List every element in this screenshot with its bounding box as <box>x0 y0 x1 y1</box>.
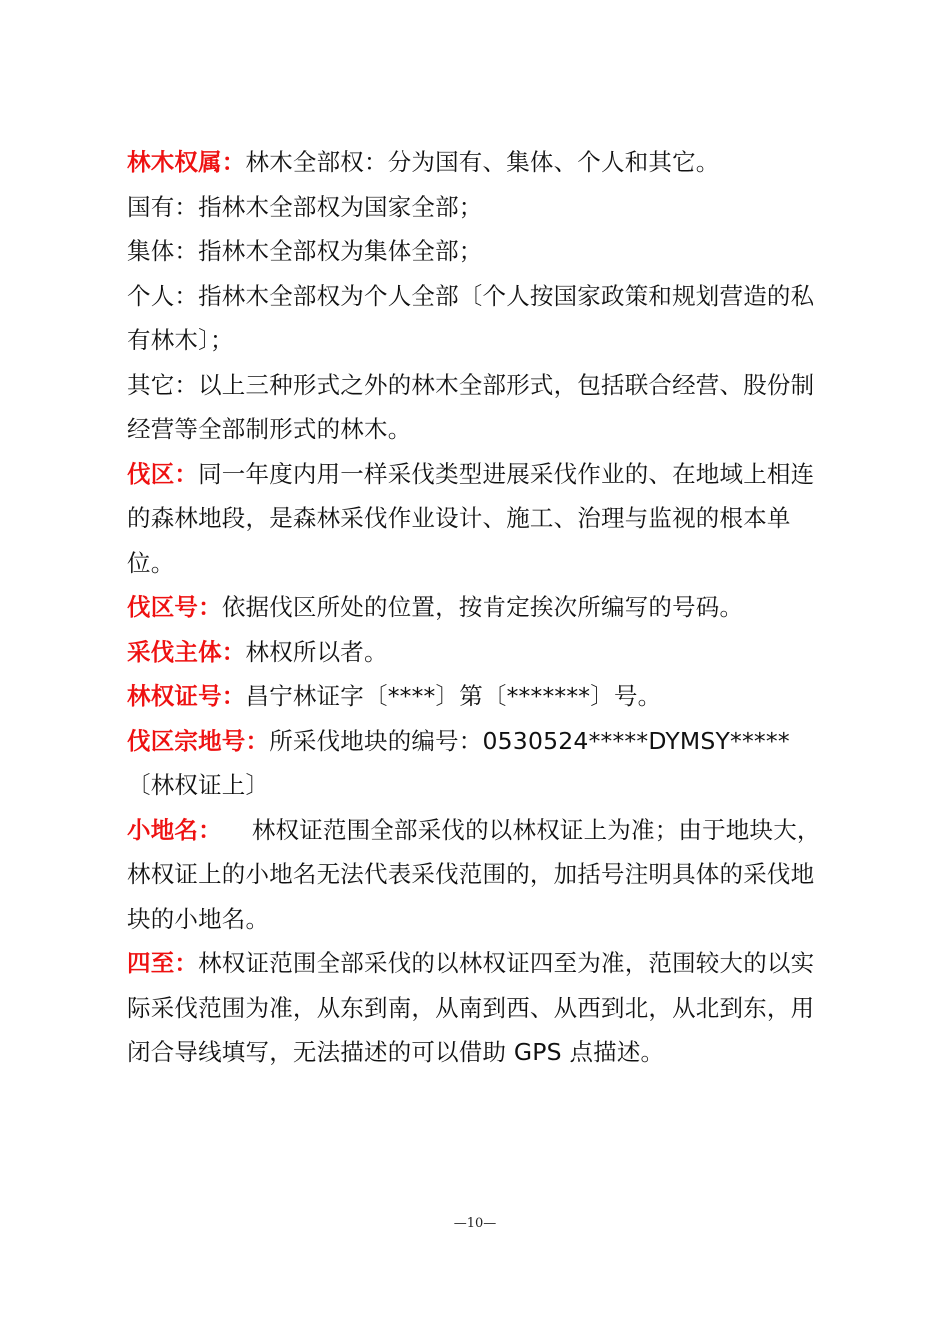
term-label: 小地名： <box>127 815 222 844</box>
paragraph-text: 林权证范围全部采伐的以林权证四至为准，范围较大的以实际采伐范围为准，从东到南，从南到西、从西到北，从北到东，用闭合导线填写，无法描述的可以借助 GPS 点描述。 <box>127 949 815 1066</box>
paragraph-collective <box>127 229 827 274</box>
term-label: 伐区： <box>127 459 199 488</box>
paragraph-text: 其它：以上三种形式之外的林木全部形式，包括联合经营、股份制经营等全部制形式的林木。 <box>127 370 815 443</box>
paragraph-logging-area <box>127 452 827 586</box>
paragraph-text: 同一年度内用一样采伐类型进展采伐作业的、在地域上相连的森林地段，是森林采伐作业设计、施工、治理与监视的根本单位。 <box>127 459 815 577</box>
paragraph-logging-subject <box>127 630 827 675</box>
paragraph-individual <box>127 274 827 363</box>
paragraph-ownership <box>127 140 827 185</box>
paragraph-parcel-number <box>127 719 827 808</box>
paragraph-text: 集体：指林木全部权为集体全部； <box>127 237 483 265</box>
page-number: —10— <box>453 1216 497 1231</box>
paragraph-text: 依据伐区所处的位置，按肯定挨次所编写的号码。 <box>221 593 744 621</box>
paragraph-text: 个人：指林木全部权为个人全部〔个人按国家政策和规划营造的私有林木〕； <box>127 281 815 354</box>
term-label: 林权证号： <box>127 682 246 710</box>
paragraph-text: 所采伐地块的编号：0530524*****DYMSY*****〔林权证上〕 <box>127 726 790 799</box>
term-label: 伐区宗地号： <box>127 726 270 755</box>
paragraph-boundaries <box>127 941 827 1075</box>
paragraph-place-name <box>127 808 827 942</box>
paragraph-logging-area-number <box>127 585 827 630</box>
paragraph-text: 林木全部权：分为国有、集体、个人和其它。 <box>245 148 720 176</box>
paragraph-text: 林权证范围全部采伐的以林权证上为准；由于地块大，林权证上的小地名无法代表采伐范围的，加括号注明具体的采伐地块的小地名。 <box>127 815 821 933</box>
term-label: 伐区号： <box>127 593 222 621</box>
term-label: 采伐主体： <box>127 637 246 666</box>
paragraph-state-owned <box>127 185 827 230</box>
paragraph-text: 林权所以者。 <box>245 637 388 666</box>
paragraph-text: 昌宁林证字〔****〕第〔*******〕号。 <box>245 682 662 710</box>
paragraph-text: 国有：指林木全部权为国家全部； <box>127 192 483 221</box>
paragraph-certificate-number <box>127 674 827 719</box>
document-body <box>127 140 827 1075</box>
paragraph-other <box>127 363 827 452</box>
term-label: 林木权属： <box>127 148 246 176</box>
term-label: 四至： <box>127 949 199 977</box>
